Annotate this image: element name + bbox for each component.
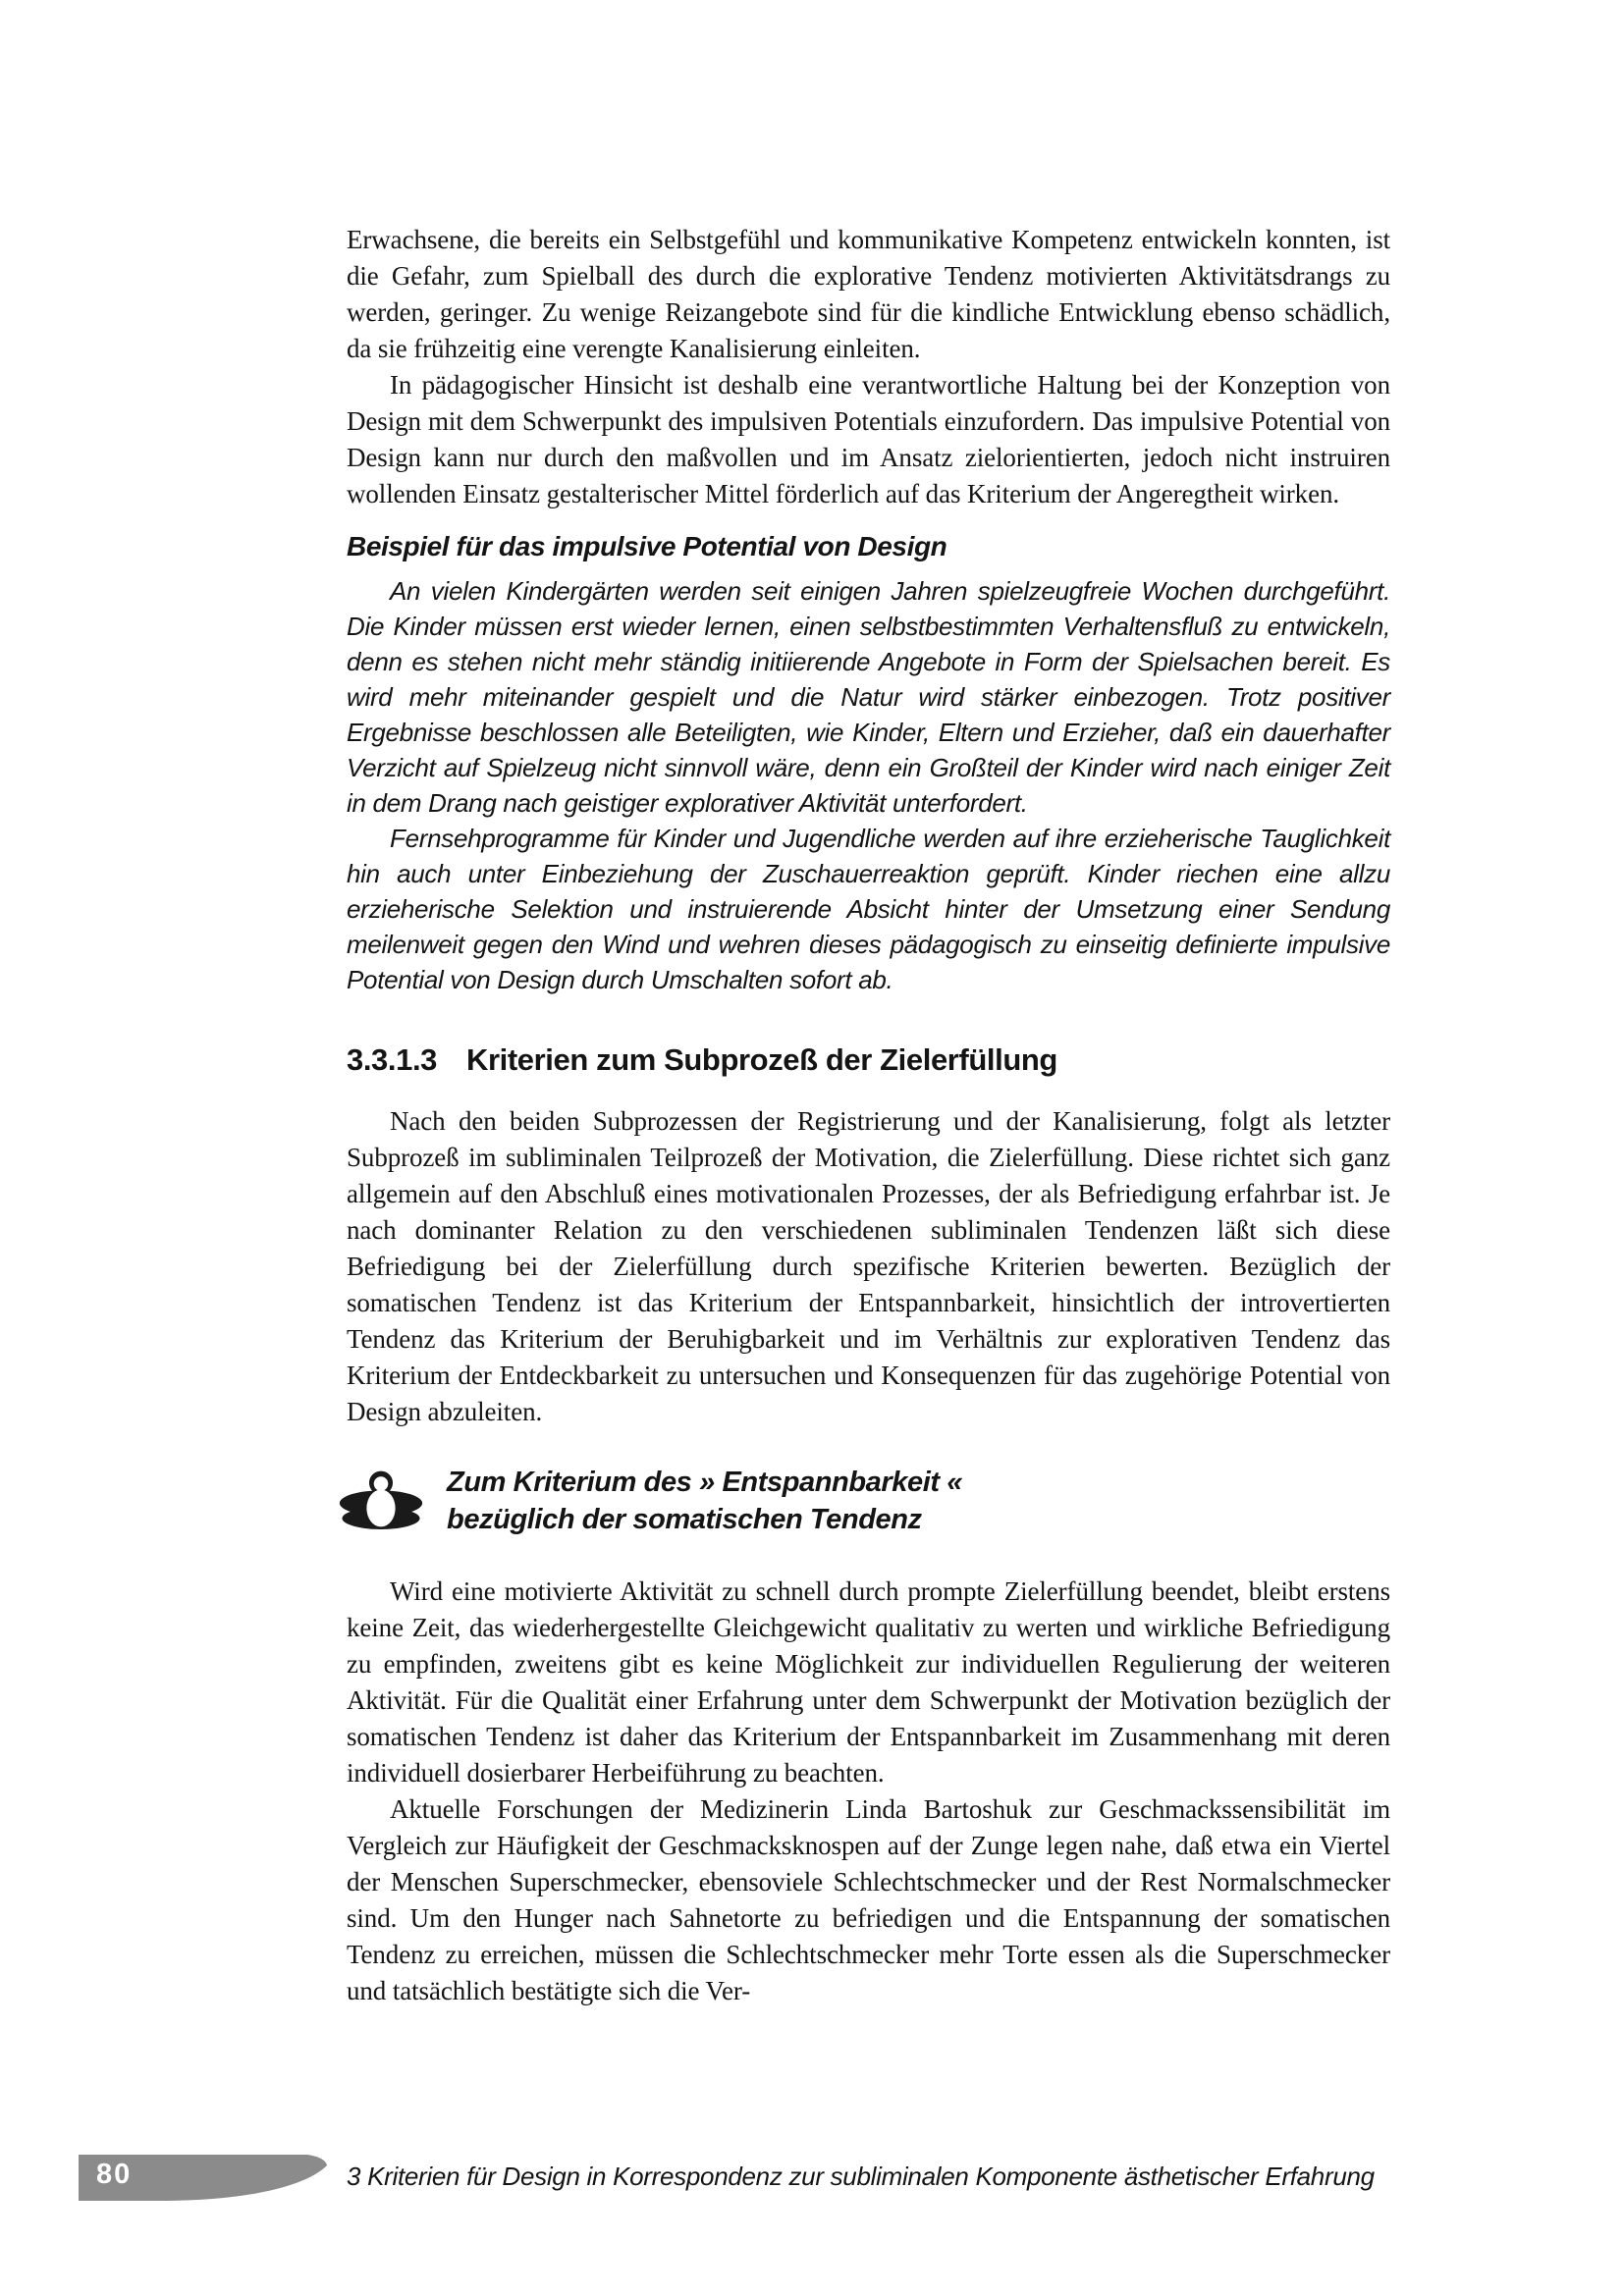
paragraph-1: Erwachsene, die bereits ein Selbstgefühl und kommunikative Kompetenz entwickeln konnten, ist die Gefahr, zum Spielball des durch die explorative Tendenz motivierten Aktivitätsdrangs zu werden, geringer. Zu wenige Reizangebote sind für die kindliche Entwicklung ebenso schädlich, da sie frühzeitig eine verengte Kanalisierung einleiten. xyxy=(347,225,1390,363)
note-heading-line-1: Zum Kriterium des » Entspannbarkeit « xyxy=(447,1467,963,1498)
paragraph-5: Aktuelle Forschungen der Medizinerin Linda Bartoshuk zur Geschmackssensibilität im Vergleich zur Häufigkeit der Geschmacksknospen auf der Zunge legen nahe, daß etwa ein Viertel der Menschen Superschmecker, ebensoviele Schlechtschmecker und der Rest Normalschmecker sind. Um den Hunger nach Sahnetorte zu befriedigen und die Entspannung der somatischen Tendenz zu erreichen, müssen die Schlechtschmecker mehr Torte essen als die Superschmecker und tatsächlich bestätigte sich die Ver- xyxy=(347,1794,1390,2005)
example-heading: Beispiel für das impulsive Potential von Design xyxy=(347,531,947,561)
relaxing-person-icon xyxy=(339,1464,423,1535)
paragraph-3: Nach den beiden Subprozessen der Registrierung und der Kanalisierung, folgt als letzter Subprozeß im subliminalen Teilprozeß der Motivation, die Zielerfüllung. Diese richtet sich ganz allgemein auf den Abschluß eines motivationalen Prozesses, der als Befriedigung erfahrbar ist. Je nach dominanter Relation zu den verschiedenen subliminalen Tendenzen läßt sich diese Befriedigung bei der Zielerfüllung durch spezifische Kriterien bewerten. Bezüglich der somatischen Tendenz ist das Kriterium der Entspannbarkeit, hinsichtlich der introvertierten Tendenz das Kriterium der Beruhigbarkeit und im Verhältnis zur explorativen Tendenz das Kriterium der Entdeckbarkeit zu untersuchen und Konsequenzen für das zugehörige Potential von Design abzuleiten. xyxy=(347,1106,1390,1426)
section-heading-number: 3.3.1.3 xyxy=(347,1042,438,1077)
section-heading xyxy=(347,1041,1390,1080)
example-paragraph-2: Fernsehprogramme für Kinder und Jugendliche werden auf ihre erzieherische Tauglichkeit hin auch unter Einbeziehung der Zuschauerreaktion geprüft. Kinder riechen eine allzu erzieherische Selektion und instruierende Absicht hinter der Umsetzung einer Sendung meilenweit gegen den Wind und wehren dieses pädagogisch zu einseitig definierte impulsive Potential von Design durch Umschalten sofort ab. xyxy=(347,824,1390,994)
paragraph-2: In pädagogischer Hinsicht ist deshalb eine verantwortliche Haltung bei der Konzeption von Design mit dem Schwerpunkt des impulsiven Potentials einzufordern. Das impulsive Potential von Design kann nur durch den maßvollen und im Ansatz zielorientierten, jedoch nicht instruiren wollenden Einsatz gestalterischer Mittel förderlich auf das Kriterium der Angeregtheit wirken. xyxy=(347,370,1390,508)
example-paragraph-1: An vielen Kindergärten werden seit einigen Jahren spielzeugfreie Wochen durchgeführt. Die Kinder müssen erst wieder lernen, einen selbstbestimmten Verhaltensfluß zu entwickeln, denn es stehen nicht mehr ständig initiierende Angebote in Form der Spielsachen bereit. Es wird mehr miteinander gespielt und die Natur wird stärker einbezogen. Trotz positiver Ergebnisse beschlossen alle Beteiligten, wie Kinder, Eltern und Erzieher, daß ein dauerhafter Verzicht auf Spielzeug nicht sinnvoll wäre, denn ein Großteil der Kinder wird nach einiger Zeit in dem Drang nach geistiger explorativer Aktivität unterfordert. xyxy=(347,576,1390,818)
page-number: 80 xyxy=(96,2159,133,2190)
text-column xyxy=(347,222,1390,2009)
margin-note-block xyxy=(347,1464,1390,1558)
footer-chapter-title: 3 Kriterien für Design in Korrespondenz zur subliminalen Komponente ästhetischer Erfahrung xyxy=(347,2161,1375,2191)
note-heading-line-2: bezüglich der somatischen Tendenz xyxy=(447,1504,922,1535)
page-number-tab xyxy=(79,2155,327,2202)
section-heading-title: Kriterien zum Subprozeß der Zielerfüllung xyxy=(466,1042,1057,1077)
note-heading xyxy=(447,1464,962,1538)
page-footer xyxy=(79,2155,1375,2202)
paragraph-4: Wird eine motivierte Aktivität zu schnell durch prompte Zielerfüllung beendet, bleibt erstens keine Zeit, das wiederhergestellte Gleichgewicht qualitativ zu werten und wirkliche Befriedigung zu empfinden, zweitens gibt es keine Möglichkeit zur individuellen Regulierung der weiteren Aktivität. Für die Qualität einer Erfahrung unter dem Schwerpunkt der Motivation bezüglich der somatischen Tendenz ist daher das Kriterium der Entspannbarkeit im Zusammenhang mit deren individuell dosierbarer Herbeiführung zu beachten. xyxy=(347,1576,1390,1788)
